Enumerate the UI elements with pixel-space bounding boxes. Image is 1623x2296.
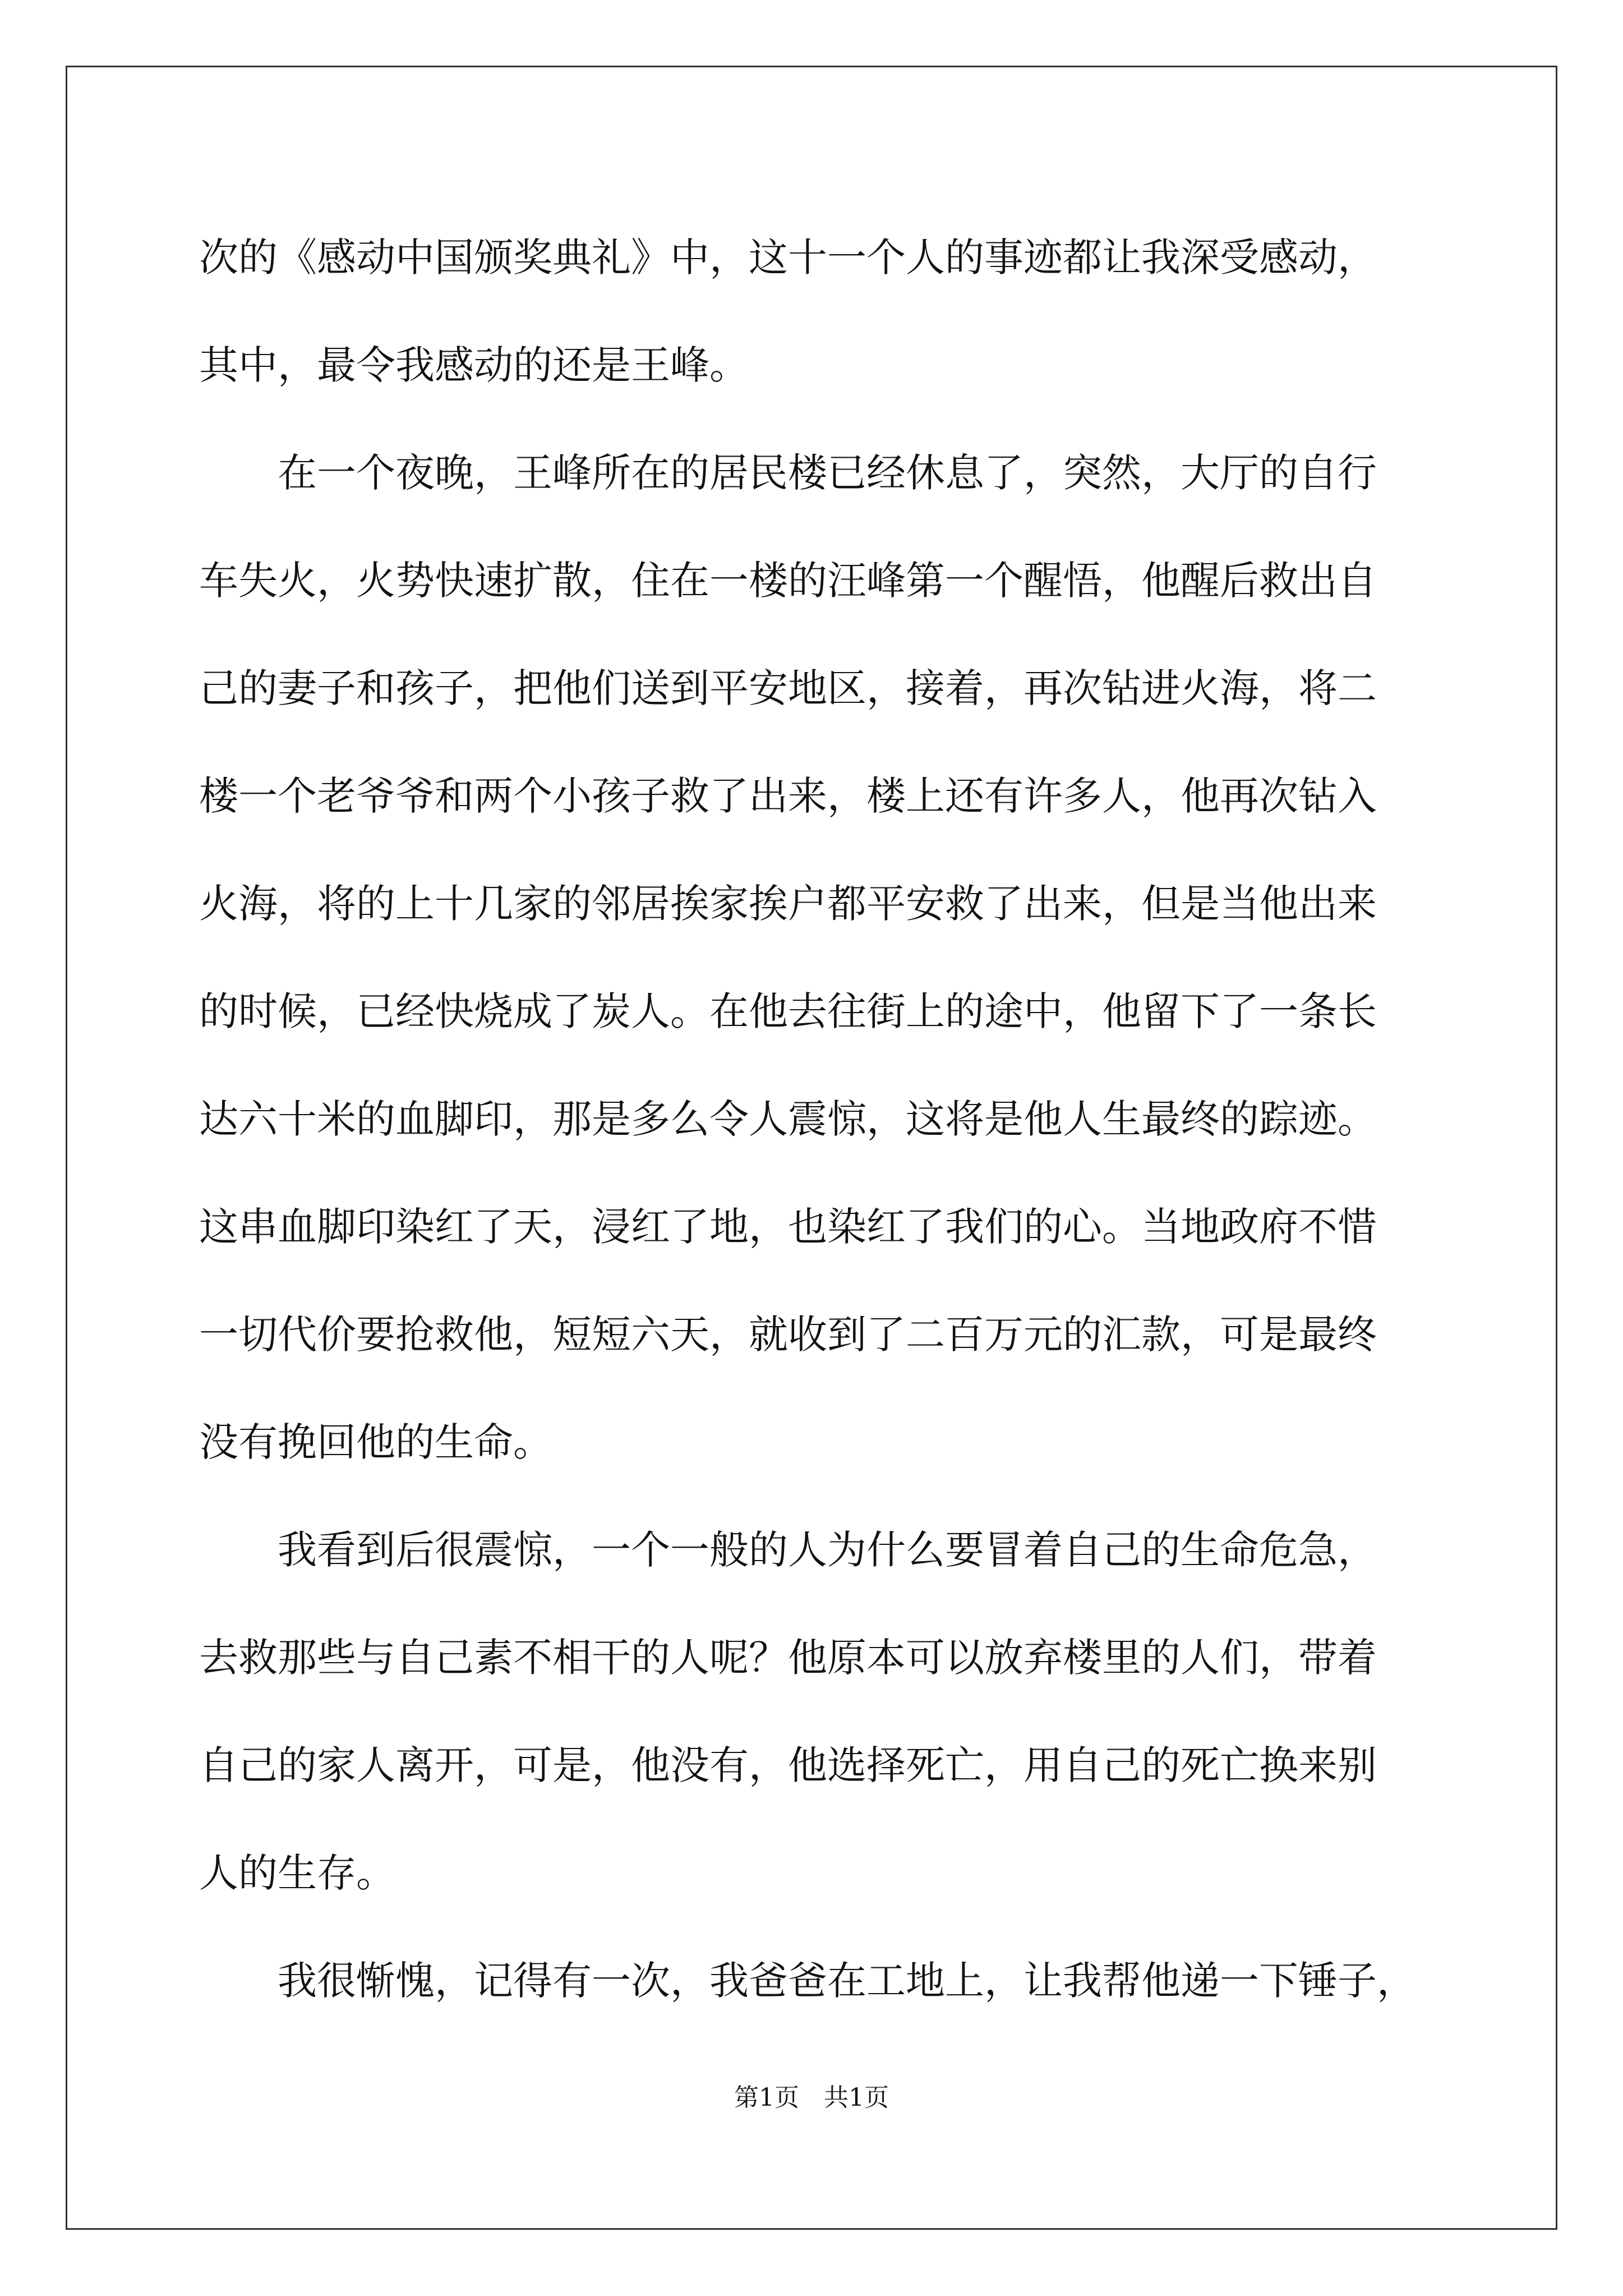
text-line: 达六十米的血脚印，那是多么令人震惊，这将是他人生最终的踪迹。 bbox=[199, 1096, 1377, 1142]
text-line: 其中，最令我感动的还是王峰。 bbox=[199, 342, 749, 388]
text-line: 我看到后很震惊，一个一般的人为什么要冒着自己的生命危急， bbox=[199, 1527, 1377, 1573]
text-line: 人的生存。 bbox=[199, 1850, 395, 1896]
page-footer: 第1页 共1页 bbox=[734, 2083, 889, 2112]
text-line: 没有挽回他的生命。 bbox=[199, 1419, 552, 1465]
text-line: 的时候，已经快烧成了炭人。在他去往街上的途中，他留下了一条长 bbox=[199, 988, 1377, 1034]
text-line: 去救那些与自己素不相干的人呢？他原本可以放弃楼里的人们，带着 bbox=[199, 1635, 1377, 1681]
text-line: 车失火，火势快速扩散，住在一楼的汪峰第一个醒悟，他醒后救出自 bbox=[199, 558, 1377, 604]
document-body bbox=[199, 204, 1433, 2035]
text-line: 自己的家人离开，可是，他没有，他选择死亡，用自己的死亡换来别 bbox=[199, 1742, 1377, 1788]
text-line: 这串血脚印染红了天，浸红了地，也染红了我们的心。当地政府不惜 bbox=[199, 1204, 1377, 1250]
text-line: 次的《感动中国颁奖典礼》中，这十一个人的事迹都让我深受感动， bbox=[199, 234, 1377, 280]
text-line: 楼一个老爷爷和两个小孩子救了出来，楼上还有许多人，他再次钻入 bbox=[199, 773, 1377, 819]
text-line: 在一个夜晚，王峰所在的居民楼已经休息了，突然，大厅的自行 bbox=[199, 450, 1377, 496]
text-line: 己的妻子和孩子，把他们送到平安地区，接着，再次钻进火海，将二 bbox=[199, 665, 1377, 711]
text-line: 火海，将的上十几家的邻居挨家挨户都平安救了出来，但是当他出来 bbox=[199, 881, 1377, 927]
text-line: 一切代价要抢救他，短短六天，就收到了二百万元的汇款，可是最终 bbox=[199, 1312, 1377, 1358]
text-line: 我很惭愧，记得有一次，我爸爸在工地上，让我帮他递一下锤子， bbox=[199, 1958, 1416, 2004]
